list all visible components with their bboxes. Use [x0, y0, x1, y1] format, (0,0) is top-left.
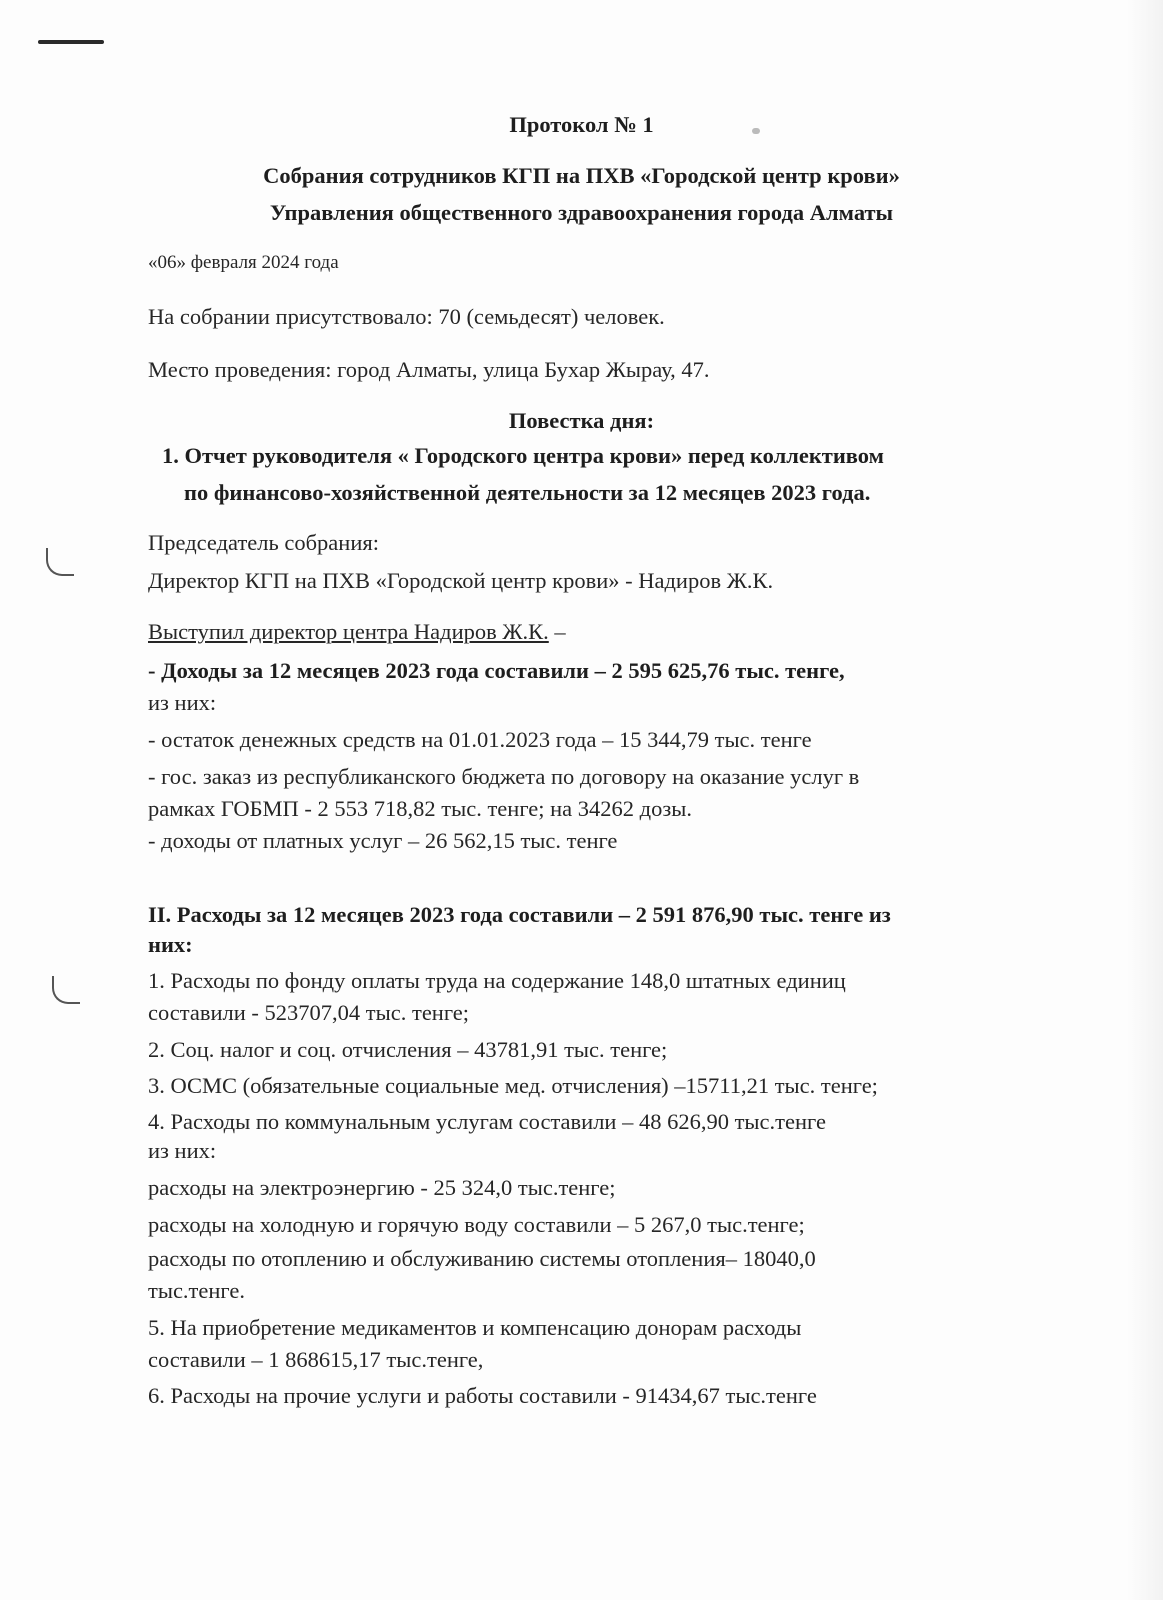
expense-line: 6. Расходы на прочие услуги и работы составили - 91434,67 тыс.тенге — [148, 1383, 817, 1408]
expense-line: из них: — [148, 1138, 217, 1163]
chair-label: Председатель собрания: — [148, 530, 379, 555]
income-item: - гос. заказ из республиканского бюджета по договору на оказание услуг в — [148, 764, 860, 789]
agenda-item-line2: по финансово-хозяйственной деятельности за 12 месяцев 2023 года. — [184, 480, 871, 505]
income-total: - Доходы за 12 месяцев 2023 года составили – 2 595 625,76 тыс. тенге, — [148, 658, 845, 683]
meeting-date: «06» февраля 2024 года — [148, 252, 339, 273]
expense-line: расходы на холодную и горячую воду составили – 5 267,0 тыс.тенге; — [148, 1212, 805, 1237]
income-item: рамках ГОБМП - 2 553 718,82 тыс. тенге; на 34262 дозы. — [148, 796, 692, 821]
income-of-which: из них: — [148, 690, 217, 715]
document-title: Протокол № 1 — [509, 112, 654, 137]
expense-line: 2. Соц. налог и соц. отчисления – 43781,91 тыс. тенге; — [148, 1037, 668, 1062]
expense-line: расходы по отоплению и обслуживанию системы отопления– 18040,0 — [148, 1246, 816, 1271]
expense-line: 3. ОСМС (обязательные социальные мед. отчисления) –15711,21 тыс. тенге; — [148, 1073, 878, 1098]
expense-line: расходы на электроэнергию - 25 324,0 тыс.тенге; — [148, 1175, 616, 1200]
expense-line: 1. Расходы по фонду оплаты труда на содержание 148,0 штатных единиц — [148, 968, 846, 993]
income-item: - доходы от платных услуг – 26 562,15 тыс. тенге — [148, 828, 618, 853]
hole-punch-mark-top — [46, 548, 74, 576]
income-item: - остаток денежных средств на 01.01.2023 года – 15 344,79 тыс. тенге — [148, 727, 812, 752]
expenses-heading-line2: них: — [148, 932, 193, 957]
attendance-line: На собрании присутствовало: 70 (семьдесят) человек. — [148, 304, 665, 329]
expense-line: составили – 1 868615,17 тыс.тенге, — [148, 1347, 484, 1372]
place-line: Место проведения: город Алматы, улица Бухар Жырау, 47. — [148, 357, 710, 382]
expense-line: 4. Расходы по коммунальным услугам составили – 48 626,90 тыс.тенге — [148, 1109, 826, 1134]
scan-mark-top — [38, 40, 104, 44]
hole-punch-mark-bottom — [52, 976, 80, 1004]
expense-line: 5. На приобретение медикаментов и компенсацию донорам расходы — [148, 1315, 802, 1340]
speaker-dash: – — [548, 619, 566, 644]
document-subtitle-line1: Собрания сотрудников КГП на ПХВ «Городской центр крови» — [263, 163, 900, 188]
expenses-heading-line1: II. Расходы за 12 месяцев 2023 года составили – 2 591 876,90 тыс. тенге из — [148, 902, 891, 927]
document-subtitle-line2: Управления общественного здравоохранения города Алматы — [269, 200, 894, 225]
agenda-item-line1: 1. Отчет руководителя « Городского центра крови» перед коллективом — [162, 443, 884, 468]
expense-line: составили - 523707,04 тыс. тенге; — [148, 1000, 470, 1025]
scan-edge-shadow — [1127, 0, 1163, 1600]
chair-name: Директор КГП на ПХВ «Городской центр крови» - Надиров Ж.К. — [148, 568, 774, 593]
agenda-heading: Повестка дня: — [508, 408, 655, 433]
speaker-name: Выступил директор центра Надиров Ж.К. — [148, 619, 549, 644]
expense-line: тыс.тенге. — [148, 1278, 245, 1303]
speaker-line — [148, 617, 566, 647]
